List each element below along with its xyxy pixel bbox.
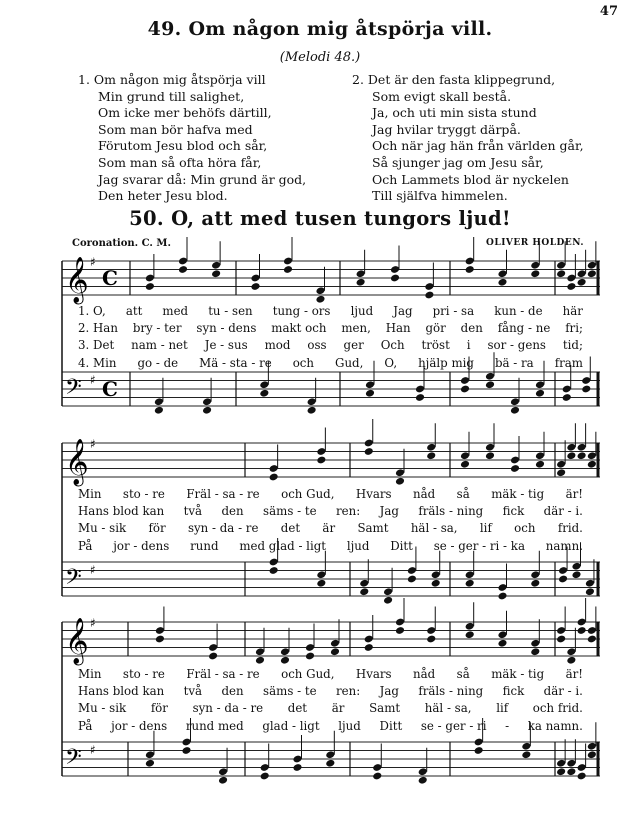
note-head — [181, 746, 191, 755]
verse-line-text: Jag hvilar tryggt därpå. — [372, 121, 521, 137]
lyric-syllable: Hvars — [355, 487, 392, 501]
lyric-syllable: 1. O, — [78, 304, 106, 318]
lyrics-system-2 — [78, 486, 583, 555]
lyric-syllable: Jag — [393, 304, 413, 318]
note-head — [390, 274, 400, 283]
note-head — [460, 460, 470, 469]
lyric-syllable: fräls - ning — [418, 504, 484, 519]
lyric-syllable: den — [221, 504, 244, 519]
note-head — [521, 750, 531, 759]
sharp-icon: ♯ — [90, 616, 96, 630]
lyric-syllable: syn - dens — [196, 321, 257, 336]
lyric-syllable: i — [466, 338, 471, 353]
hymn-50-title: 50. O, att med tusen tungors ljud! — [129, 207, 511, 230]
lyric-line — [78, 503, 583, 520]
note-head — [474, 746, 484, 755]
lyric-syllable: men, — [341, 321, 371, 336]
note-head — [426, 635, 436, 644]
lyric-syllable: nåd — [413, 667, 436, 681]
note-head — [407, 575, 417, 584]
lyric-syllable: med glad - ligt — [239, 538, 327, 553]
tune-name: Coronation. C. M. — [72, 238, 171, 249]
lyric-syllable: Hans blod kan — [78, 684, 165, 699]
note-head — [365, 389, 375, 398]
lyric-syllable: ljud — [350, 304, 374, 318]
note-head — [465, 630, 475, 639]
lyric-syllable: fri; — [565, 321, 583, 336]
note-head — [530, 269, 540, 278]
lyric-syllable: mäk - tig — [491, 667, 545, 681]
note-head — [305, 652, 315, 661]
note-head — [218, 776, 228, 785]
lyric-syllable: syn - da - re — [187, 521, 259, 536]
note-head — [577, 451, 587, 460]
lyric-syllable: rund med — [185, 718, 244, 733]
lyric-syllable: fick — [502, 684, 525, 699]
lyric-syllable: mäk - tig — [491, 487, 545, 501]
lyric-syllable: sor - gens — [487, 338, 546, 353]
note-head — [330, 647, 340, 656]
lyric-syllable: Je - sus — [204, 338, 248, 353]
verse-line — [78, 188, 306, 205]
lyric-syllable: ger — [343, 338, 364, 353]
lyric-syllable: Samt — [369, 701, 401, 716]
lyric-syllable: glad - ligt — [262, 718, 320, 733]
lyric-syllable: gör — [425, 321, 446, 336]
lyric-syllable: säms - te — [263, 504, 317, 519]
note-head — [530, 579, 540, 588]
lyric-syllable: tu - sen — [208, 304, 253, 318]
verse-line-text: Som man bör hafva med — [98, 121, 253, 137]
sharp-icon: ♯ — [90, 437, 96, 451]
lyric-syllable: 3. Det — [78, 338, 115, 353]
verse-line — [78, 89, 306, 106]
lyric-syllable: det — [280, 521, 301, 536]
lyric-syllable: ren: — [336, 504, 361, 519]
verse-line-text: Och när jag hän från världen går, — [372, 138, 584, 154]
lyric-syllable: mod — [264, 338, 291, 353]
verse-line — [352, 105, 584, 122]
note-head — [178, 265, 188, 274]
lyric-syllable: är! — [565, 487, 583, 501]
lyric-syllable: kun - de — [494, 304, 543, 318]
verse-line — [352, 155, 584, 172]
note-head — [145, 759, 155, 768]
note-head — [269, 566, 279, 575]
lyric-syllable: - — [505, 718, 510, 733]
lyric-line — [78, 486, 583, 503]
note-head — [535, 389, 545, 398]
lyric-syllable: bry - ter — [132, 321, 182, 336]
note-head — [587, 269, 597, 278]
note-head — [566, 282, 576, 291]
verse-line-text: Det är den fasta klippegrund, — [367, 72, 556, 87]
lyric-syllable: att — [125, 304, 143, 318]
lyric-syllable: för — [150, 701, 168, 716]
verse-line-text: Som evigt skall bestå. — [372, 88, 512, 104]
lyric-syllable: den — [460, 321, 483, 336]
note-head — [418, 776, 428, 785]
lyric-syllable: nåd — [413, 487, 436, 501]
verse-line — [352, 188, 584, 205]
verse-number: 1. — [78, 72, 94, 87]
note-head — [556, 767, 566, 776]
note-head — [395, 477, 405, 486]
note-head — [364, 643, 374, 652]
lyric-line — [78, 683, 583, 700]
verse-line — [78, 72, 306, 89]
verse-line-text: Jag svarar då: Min grund är god, — [98, 171, 307, 187]
note-head — [260, 772, 270, 781]
lyric-syllable: tid; — [562, 338, 583, 353]
verse-line-text: Om någon mig åtspörja vill — [93, 72, 266, 87]
treble-clef-icon: 𝄞 — [65, 618, 89, 664]
verse-line-text: Till själfva himmelen. — [372, 188, 508, 204]
lyric-syllable: rund — [190, 538, 219, 553]
lyric-syllable: se - ger - ri — [420, 718, 487, 733]
lyric-line — [78, 355, 583, 372]
treble-clef-icon: 𝄞 — [65, 439, 89, 485]
verse-2 — [352, 72, 584, 205]
note-head — [497, 639, 507, 648]
note-head — [577, 626, 587, 635]
verse-line-text: Den heter Jesu blod. — [98, 188, 228, 204]
verse-number: 2. — [352, 72, 368, 87]
verse-line-text: Ja, och uti min sista stund — [372, 105, 537, 121]
lyric-syllable: makt och — [271, 321, 327, 336]
note-head — [280, 656, 290, 665]
note-head — [485, 380, 495, 389]
note-head — [577, 278, 587, 287]
sharp-icon: ♯ — [90, 743, 96, 757]
note-head — [577, 772, 587, 781]
lyric-syllable: så — [456, 487, 470, 501]
note-head — [269, 473, 279, 482]
note-head — [316, 579, 326, 588]
lyric-syllable: är — [322, 521, 336, 536]
sharp-icon: ♯ — [90, 563, 96, 577]
note-head — [556, 635, 566, 644]
lyric-syllable: Jag — [379, 684, 399, 699]
lyric-syllable: det — [287, 701, 308, 716]
lyric-syllable: Min — [78, 487, 102, 501]
lyric-syllable: sto - re — [122, 487, 165, 501]
note-head — [395, 626, 405, 635]
lyric-syllable: lif — [496, 701, 509, 716]
lyric-syllable: jor - dens — [111, 718, 168, 733]
note-head — [431, 579, 441, 588]
note-head — [510, 406, 520, 415]
sharp-icon: ♯ — [90, 373, 96, 387]
note-head — [581, 385, 591, 394]
lyric-syllable: den — [221, 684, 244, 699]
lyric-syllable: fick — [502, 504, 525, 519]
lyric-syllable: pri - sa — [432, 304, 475, 318]
lyric-syllable: nam - net — [131, 338, 188, 353]
sharp-icon: ♯ — [90, 255, 96, 269]
lyric-syllable: sto - re — [122, 667, 165, 681]
note-head — [562, 393, 572, 402]
lyric-syllable: Fräl - sa - re — [186, 667, 260, 681]
lyric-syllable: go - de — [137, 355, 179, 370]
verse-line — [352, 89, 584, 106]
lyric-syllable: Ditt — [379, 718, 403, 733]
lyric-syllable: syn - da - re — [192, 701, 264, 716]
lyric-syllable: Samt — [357, 521, 389, 536]
lyric-syllable: Jag — [379, 504, 399, 519]
lyric-syllable: Mu - sik — [78, 701, 127, 716]
verse-line-text: Förutom Jesu blod och sår, — [98, 138, 268, 154]
lyric-syllable: Mä - sta - re — [199, 355, 272, 370]
note-head — [566, 656, 576, 665]
note-head — [372, 772, 382, 781]
note-head — [259, 389, 269, 398]
common-time-icon: C — [102, 377, 118, 401]
note-head — [316, 456, 326, 465]
note-head — [356, 278, 366, 287]
lyric-syllable: häl - sa, — [424, 701, 472, 716]
lyric-line — [78, 303, 583, 320]
lyric-syllable: för — [148, 521, 166, 536]
lyric-syllable: Ditt — [390, 538, 413, 553]
verse-line — [352, 72, 584, 89]
note-head — [566, 767, 576, 776]
lyric-syllable: och — [292, 355, 315, 370]
note-head — [255, 656, 265, 665]
lyrics-system-1 — [78, 303, 583, 372]
note-head — [292, 763, 302, 772]
note-head — [424, 291, 434, 300]
verse-line-text: Så sjunger jag om Jesu sår, — [372, 154, 544, 170]
note-head — [465, 265, 475, 274]
note-head — [566, 451, 576, 460]
note-head — [154, 406, 164, 415]
note-head — [535, 460, 545, 469]
verse-line — [78, 138, 306, 155]
lyric-syllable: Hvars — [355, 667, 392, 681]
lyric-syllable: och — [514, 521, 536, 536]
verse-line — [78, 105, 306, 122]
note-head — [359, 587, 369, 596]
lyric-syllable: så — [456, 667, 470, 681]
common-time-icon: C — [102, 266, 118, 290]
verse-line — [78, 122, 306, 139]
lyric-syllable: På — [78, 538, 93, 553]
lyric-syllable: bä - ra — [494, 355, 534, 370]
lyric-syllable: På — [78, 718, 93, 733]
note-head — [465, 579, 475, 588]
lyric-syllable: Mu - sik — [78, 521, 127, 536]
verse-line-text: Och Lammets blod är nyckelen — [372, 171, 569, 187]
lyric-syllable: ren: — [336, 684, 361, 699]
hymn-49-title: 49. Om någon mig åtspörja vill. — [147, 18, 493, 40]
note-head — [145, 282, 155, 291]
note-head — [530, 647, 540, 656]
lyric-syllable: säms - te — [263, 684, 317, 699]
note-head — [211, 269, 221, 278]
note-head — [587, 635, 597, 644]
lyric-syllable: 4. Min — [78, 355, 117, 370]
note-head — [587, 460, 597, 469]
note-head — [460, 385, 470, 394]
bass-clef-icon: 𝄢 — [65, 375, 82, 405]
lyric-syllable: och frid. — [532, 701, 583, 716]
note-head — [383, 596, 393, 605]
lyric-syllable: och Gud, — [281, 487, 335, 501]
lyrics-system-3 — [78, 666, 583, 735]
note-head — [202, 406, 212, 415]
lyric-syllable: fång - ne — [497, 321, 551, 336]
lyric-line — [78, 320, 583, 337]
note-head — [571, 570, 581, 579]
note-head — [364, 447, 374, 456]
lyric-syllable: oss — [307, 338, 327, 353]
lyric-syllable: är — [331, 701, 345, 716]
lyric-syllable: lif — [479, 521, 492, 536]
lyric-syllable: ljud — [346, 538, 370, 553]
lyric-line — [78, 666, 583, 683]
lyric-syllable: Och — [380, 338, 405, 353]
bass-clef-icon: 𝄢 — [65, 745, 82, 775]
note-head — [307, 406, 317, 415]
composer: OLIVER HOLDEN. — [486, 238, 584, 248]
note-head — [208, 652, 218, 661]
lyric-syllable: där - i. — [543, 684, 583, 699]
lyric-line — [78, 700, 583, 717]
lyric-syllable: tung - ors — [272, 304, 331, 318]
page-number: 47 — [599, 4, 618, 19]
lyric-syllable: Han — [385, 321, 411, 336]
lyric-syllable: Min — [78, 667, 102, 681]
lyric-syllable: är! — [565, 667, 583, 681]
lyric-syllable: ljud — [338, 718, 361, 733]
note-head — [250, 282, 260, 291]
lyric-line — [78, 337, 583, 354]
verse-line-text: Min grund till salighet, — [98, 88, 245, 104]
note-head — [497, 592, 507, 601]
note-head — [325, 759, 335, 768]
note-head — [426, 451, 436, 460]
lyric-syllable: häl - sa, — [410, 521, 458, 536]
note-head — [587, 750, 597, 759]
treble-clef-icon: 𝄞 — [65, 257, 89, 303]
verse-1 — [78, 72, 306, 205]
lyric-syllable: fram — [554, 355, 583, 370]
lyric-syllable: två — [183, 684, 203, 699]
verse-line — [352, 138, 584, 155]
lyric-syllable: se - ger - ri - ka — [433, 538, 525, 553]
note-head — [283, 265, 293, 274]
verse-line — [352, 122, 584, 139]
note-head — [556, 468, 566, 477]
lyric-syllable: jor - dens — [113, 538, 170, 553]
note-head — [497, 278, 507, 287]
lyric-syllable: hjälp mig — [418, 355, 474, 370]
lyric-line — [78, 538, 583, 555]
note-head — [558, 575, 568, 584]
note-head — [415, 393, 425, 402]
lyric-syllable: med — [162, 304, 189, 318]
lyric-syllable: ka namn. — [527, 718, 583, 733]
verse-line — [352, 172, 584, 189]
lyric-syllable: två — [183, 504, 203, 519]
melody-reference: (Melodi 48.) — [279, 50, 361, 65]
lyric-syllable: och Gud, — [281, 667, 335, 681]
lyric-syllable: Fräl - sa - re — [186, 487, 260, 501]
lyric-line — [78, 718, 583, 735]
verse-line — [78, 155, 306, 172]
note-head — [155, 635, 165, 644]
lyric-syllable: Hans blod kan — [78, 504, 165, 519]
lyric-syllable: Gud, — [335, 355, 364, 370]
note-head — [556, 269, 566, 278]
lyric-syllable: namn. — [545, 538, 583, 553]
lyric-syllable: 2. Han — [78, 321, 118, 336]
verse-line — [78, 172, 306, 189]
lyric-syllable: O, — [384, 355, 398, 370]
lyric-line — [78, 520, 583, 537]
lyric-syllable: där - i. — [543, 504, 583, 519]
verse-line-text: Som man så ofta höra får, — [98, 154, 262, 170]
note-head — [510, 464, 520, 473]
note-head — [485, 451, 495, 460]
lyric-syllable: här — [562, 304, 583, 318]
verse-line-text: Om icke mer behöfs därtill, — [98, 105, 272, 121]
note-head — [585, 587, 595, 596]
bass-clef-icon: 𝄢 — [65, 565, 82, 595]
lyric-syllable: fräls - ning — [418, 684, 484, 699]
lyric-syllable: tröst — [421, 338, 450, 353]
lyric-syllable: frid. — [557, 521, 583, 536]
